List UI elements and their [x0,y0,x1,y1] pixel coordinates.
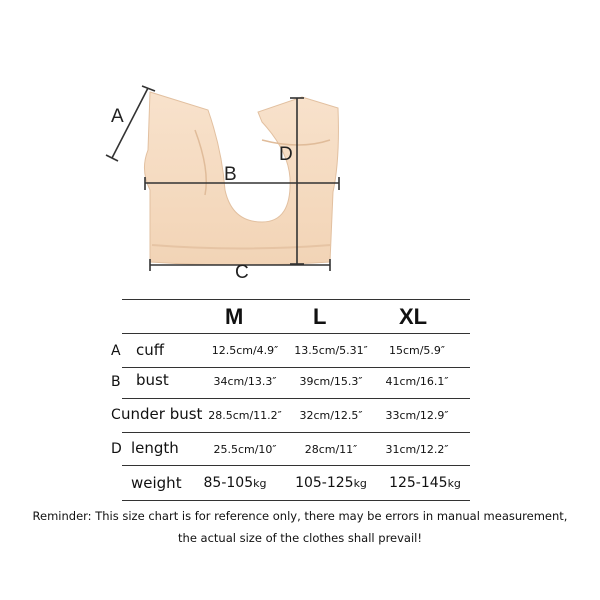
weight-cell-l: 105-125kg [295,475,367,491]
table-rule [122,465,470,466]
table-cell: 28cm/11″ [304,443,358,456]
column-header-m: M [225,304,244,329]
table-cell: 28.5cm/11.2″ [208,409,282,422]
table-cell: 13.5cm/5.31″ [294,344,368,357]
weight-cell-xl: 125-145kg [389,475,461,491]
table-cell: 39cm/15.3″ [299,375,363,388]
table-cell: 15cm/5.9″ [388,344,446,357]
dim-label-b: B [224,164,237,185]
row-letter: D [111,441,122,457]
row-letter: C [111,407,121,423]
weight-label: weight [131,474,182,492]
table-rule [122,367,470,368]
table-cell: 12.5cm/4.9″ [211,344,279,357]
table-rule [122,500,470,501]
reminder-line-2: the actual size of the clothes shall prevail! [178,531,422,545]
dim-label-d: D [279,144,293,165]
row-name: length [131,439,179,457]
table-rule [122,333,470,334]
garment-body [144,92,338,265]
column-header-l: L [313,304,327,329]
table-cell: 31cm/12.2″ [385,443,449,456]
reminder-line-1: Reminder: This size chart is for reference only, there may be errors in manual measurement, [32,509,568,523]
column-header-xl: XL [399,304,428,329]
table-rule [122,398,470,399]
garment-illustration [0,0,600,290]
dim-label-a: A [111,106,124,127]
table-cell: 33cm/12.9″ [385,409,449,422]
row-name: under bust [121,405,203,423]
row-letter: B [111,374,121,390]
dim-label-c: C [235,262,249,283]
row-name: cuff [136,341,165,359]
row-name: bust [136,371,169,389]
table-rule [122,432,470,433]
table-cell: 32cm/12.5″ [299,409,363,422]
table-cell: 34cm/13.3″ [213,375,277,388]
table-cell: 41cm/16.1″ [385,375,449,388]
weight-cell-m: 85-105kg [203,475,267,491]
table-cell: 25.5cm/10″ [213,443,277,456]
table-rule [122,299,470,300]
row-letter: A [111,343,121,359]
